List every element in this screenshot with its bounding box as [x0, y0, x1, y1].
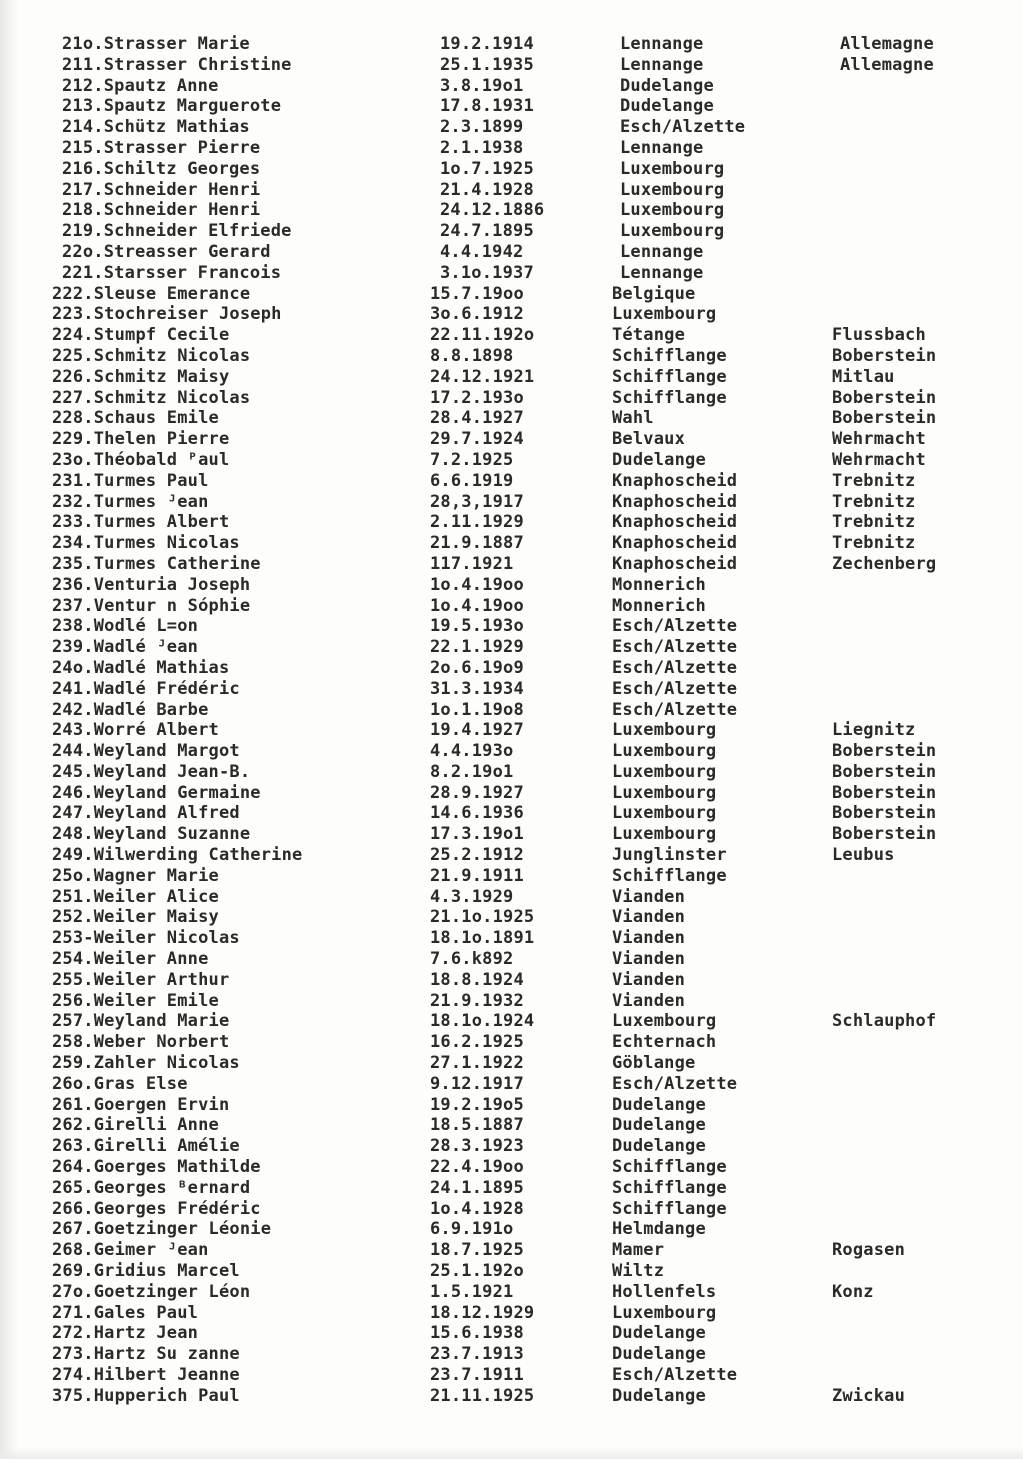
birth-place: Knaphoscheid: [612, 491, 738, 512]
birth-date: 3.8.19o1: [440, 75, 524, 96]
birth-date: 25.2.1912: [430, 845, 524, 866]
list-row: [0, 700, 1023, 721]
person-name: 238.Wodlé L=on: [52, 616, 199, 637]
list-row: [0, 1136, 1023, 1157]
birth-place: Schifflange: [612, 387, 727, 408]
birth-date: 28.3.1923: [430, 1136, 524, 1157]
birth-date: 25.1.192o: [430, 1261, 524, 1282]
person-name: 251.Weiler Alice: [52, 886, 219, 907]
person-name: 234.Turmes Nicolas: [52, 533, 240, 554]
person-name: 244.Weyland Margot: [52, 741, 240, 762]
birth-place: Belvaux: [612, 429, 686, 450]
person-name: 235.Turmes Catherine: [52, 553, 261, 574]
destination: Boberstein: [832, 761, 937, 782]
birth-date: 15.7.19oo: [430, 283, 524, 304]
list-row: [0, 1261, 1023, 1282]
list-row: [0, 1178, 1023, 1199]
birth-date: 22.11.192o: [430, 325, 535, 346]
birth-date: 18.5.1887: [430, 1115, 524, 1136]
birth-date: 18.12.1929: [430, 1302, 535, 1323]
person-name: 269.Gridius Marcel: [52, 1261, 240, 1282]
list-row: [0, 533, 1023, 554]
birth-place: Esch/Alzette: [612, 1073, 738, 1094]
list-row: [0, 180, 1023, 201]
list-row: [0, 408, 1023, 429]
person-name: 257.Weyland Marie: [52, 1011, 230, 1032]
list-row: [0, 720, 1023, 741]
birth-date: 24.12.1921: [430, 366, 535, 387]
person-name: 246.Weyland Germaine: [52, 782, 261, 803]
birth-date: 21.4.1928: [440, 179, 534, 200]
birth-place: Luxembourg: [612, 782, 717, 803]
person-name: 237.Ventur n Sóphie: [52, 595, 251, 616]
person-name: 233.Turmes Albert: [52, 512, 230, 533]
person-name: 248.Weyland Suzanne: [52, 824, 251, 845]
person-name: 268.Geimer ᴶean: [52, 1240, 209, 1261]
person-name: 217.Schneider Henri: [62, 179, 261, 200]
birth-date: 1o.4.1928: [430, 1198, 524, 1219]
person-name: 242.Wadlé Barbe: [52, 699, 209, 720]
birth-date: 21.11.1925: [430, 1385, 535, 1406]
list-row: [0, 1323, 1023, 1344]
person-name: 267.Goetzinger Léonie: [52, 1219, 272, 1240]
birth-place: Lennange: [620, 54, 704, 75]
destination: Konz: [832, 1281, 874, 1302]
birth-date: 1o.4.19oo: [430, 574, 524, 595]
birth-date: 2.3.1899: [440, 117, 524, 138]
destination: Trebnitz: [832, 491, 916, 512]
person-name: 375.Hupperich Paul: [52, 1385, 240, 1406]
person-name: 253-Weiler Nicolas: [52, 928, 240, 949]
birth-place: Lennange: [620, 34, 704, 54]
birth-place: Vianden: [612, 907, 686, 928]
birth-date: 14.6.1936: [430, 803, 524, 824]
person-name: 21o.Strasser Marie: [62, 34, 250, 54]
destination: Boberstein: [832, 824, 937, 845]
list-row: [0, 346, 1023, 367]
destination: Boberstein: [832, 803, 937, 824]
person-name: 212.Spautz Anne: [62, 75, 219, 96]
list-row: [0, 471, 1023, 492]
birth-date: 22.1.1929: [430, 637, 524, 658]
person-name: 222.Sleuse Emerance: [52, 283, 251, 304]
person-name: 261.Goergen Ervin: [52, 1094, 230, 1115]
list-row: [0, 970, 1023, 991]
birth-date: 28,3,1917: [430, 491, 524, 512]
person-name: 259.Zahler Nicolas: [52, 1053, 240, 1074]
birth-date: 1o.1.19o8: [430, 699, 524, 720]
destination: Boberstein: [832, 741, 937, 762]
list-row: [0, 1074, 1023, 1095]
destination: Wehrmacht: [832, 429, 926, 450]
person-name: 24o.Wadlé Mathias: [52, 657, 230, 678]
list-row: [0, 1282, 1023, 1303]
list-row: [0, 1219, 1023, 1240]
birth-date: 19.2.1914: [440, 34, 534, 54]
list-row: [0, 928, 1023, 949]
birth-place: Dudelange: [620, 96, 714, 117]
list-row: [0, 824, 1023, 845]
birth-place: Luxembourg: [620, 158, 725, 179]
birth-date: 19.2.19o5: [430, 1094, 524, 1115]
birth-place: Schifflange: [612, 1177, 727, 1198]
list-row: [0, 783, 1023, 804]
birth-place: Luxembourg: [612, 741, 717, 762]
birth-date: 18.8.1924: [430, 969, 524, 990]
list-row: [0, 1303, 1023, 1324]
destination: Liegnitz: [832, 720, 916, 741]
person-name: 211.Strasser Christine: [62, 54, 292, 75]
birth-date: 2.1.1938: [440, 137, 524, 158]
birth-place: Luxembourg: [612, 1011, 717, 1032]
birth-place: Luxembourg: [612, 1302, 717, 1323]
birth-date: 9.12.1917: [430, 1073, 524, 1094]
birth-place: Vianden: [612, 969, 686, 990]
birth-place: Schifflange: [612, 366, 727, 387]
birth-place: Dudelange: [612, 1385, 706, 1406]
birth-date: 18.1o.1891: [430, 928, 535, 949]
list-row: [0, 1053, 1023, 1074]
birth-date: 21.9.1932: [430, 990, 524, 1011]
birth-date: 21.1o.1925: [430, 907, 535, 928]
person-name: 218.Schneider Henri: [62, 200, 261, 221]
destination: Zwickau: [832, 1385, 906, 1406]
destination: Wehrmacht: [832, 449, 926, 470]
birth-place: Esch/Alzette: [612, 699, 738, 720]
birth-place: Dudelange: [612, 1323, 706, 1344]
birth-place: Lennange: [620, 262, 704, 283]
list-row: [0, 96, 1023, 117]
birth-place: Luxembourg: [620, 200, 725, 221]
person-name: 271.Gales Paul: [52, 1302, 199, 1323]
birth-date: 22.4.19oo: [430, 1157, 524, 1178]
destination: Boberstein: [832, 387, 937, 408]
list-row: [0, 762, 1023, 783]
birth-place: Schifflange: [612, 1157, 727, 1178]
birth-place: Belgique: [612, 283, 696, 304]
person-name: 22o.Streasser Gerard: [62, 241, 271, 262]
list-row: [0, 242, 1023, 263]
birth-place: Wiltz: [612, 1261, 665, 1282]
list-row: [0, 450, 1023, 471]
destination: Allemagne: [840, 54, 934, 75]
birth-date: 18.7.1925: [430, 1240, 524, 1261]
person-name: 273.Hartz Su zanne: [52, 1344, 240, 1365]
person-name: 213.Spautz Marguerote: [62, 96, 282, 117]
birth-place: Tétange: [612, 325, 686, 346]
birth-place: Junglinster: [612, 845, 727, 866]
birth-place: Knaphoscheid: [612, 512, 738, 533]
person-name: 227.Schmitz Nicolas: [52, 387, 251, 408]
person-name: 264.Goerges Mathilde: [52, 1157, 261, 1178]
birth-date: 18.1o.1924: [430, 1011, 535, 1032]
birth-place: Luxembourg: [612, 720, 717, 741]
birth-date: 1o.7.1925: [440, 158, 534, 179]
birth-date: 8.2.19o1: [430, 761, 514, 782]
birth-date: 25.1.1935: [440, 54, 534, 75]
list-row: [0, 55, 1023, 76]
destination: Allemagne: [840, 34, 934, 54]
list-row: [0, 554, 1023, 575]
birth-date: 21.9.1911: [430, 865, 524, 886]
person-name: 258.Weber Norbert: [52, 1032, 230, 1053]
destination: Flussbach: [832, 325, 926, 346]
list-row: [0, 159, 1023, 180]
person-name: 272.Hartz Jean: [52, 1323, 199, 1344]
birth-place: Esch/Alzette: [612, 1365, 738, 1385]
list-row: [0, 1032, 1023, 1053]
person-name: 274.Hilbert Jeanne: [52, 1365, 240, 1385]
list-row: [0, 1365, 1023, 1386]
birth-date: 15.6.1938: [430, 1323, 524, 1344]
list-row: [0, 1199, 1023, 1220]
birth-place: Monnerich: [612, 574, 706, 595]
birth-place: Vianden: [612, 990, 686, 1011]
person-name: 228.Schaus Emile: [52, 408, 219, 429]
birth-date: 6.9.191o: [430, 1219, 514, 1240]
birth-place: Dudelange: [620, 75, 714, 96]
person-name: 25o.Wagner Marie: [52, 865, 219, 886]
list-row: [0, 138, 1023, 159]
birth-place: Luxembourg: [612, 803, 717, 824]
person-name: 254.Weiler Anne: [52, 949, 209, 970]
list-row: [0, 1115, 1023, 1136]
birth-place: Echternach: [612, 1032, 717, 1053]
birth-place: Vianden: [612, 928, 686, 949]
birth-place: Helmdange: [612, 1219, 706, 1240]
birth-date: 23.7.1911: [430, 1365, 524, 1385]
birth-place: Esch/Alzette: [612, 637, 738, 658]
birth-place: Hollenfels: [612, 1281, 717, 1302]
destination: Trebnitz: [832, 533, 916, 554]
birth-place: Knaphoscheid: [612, 470, 738, 491]
list-row: [0, 1157, 1023, 1178]
birth-date: 19.4.1927: [430, 720, 524, 741]
person-name: 215.Strasser Pierre: [62, 137, 261, 158]
birth-date: 7.2.1925: [430, 449, 514, 470]
person-name: 27o.Goetzinger Léon: [52, 1281, 251, 1302]
birth-place: Knaphoscheid: [612, 553, 738, 574]
destination: Trebnitz: [832, 470, 916, 491]
list-row: [0, 34, 1023, 55]
list-row: [0, 991, 1023, 1012]
destination: Leubus: [832, 845, 895, 866]
person-name: 239.Wadlé ᴶean: [52, 637, 199, 658]
birth-place: Luxembourg: [612, 824, 717, 845]
list-row: [0, 1344, 1023, 1365]
birth-date: 8.8.1898: [430, 345, 514, 366]
person-name: 262.Girelli Anne: [52, 1115, 219, 1136]
birth-place: Esch/Alzette: [612, 616, 738, 637]
birth-date: 28.4.1927: [430, 408, 524, 429]
list-row: [0, 658, 1023, 679]
birth-place: Schifflange: [612, 345, 727, 366]
destination: Zechenberg: [832, 553, 937, 574]
birth-place: Göblange: [612, 1053, 696, 1074]
birth-place: Esch/Alzette: [612, 657, 738, 678]
birth-place: Luxembourg: [620, 221, 725, 242]
birth-date: 24.7.1895: [440, 221, 534, 242]
list-row: [0, 388, 1023, 409]
person-name: 252.Weiler Maisy: [52, 907, 219, 928]
person-name: 229.Thelen Pierre: [52, 429, 230, 450]
list-row: [0, 367, 1023, 388]
birth-date: 2o.6.19o9: [430, 657, 524, 678]
birth-date: 29.7.1924: [430, 429, 524, 450]
list-row: [0, 325, 1023, 346]
birth-place: Dudelange: [612, 1344, 706, 1365]
list-row: [0, 221, 1023, 242]
birth-place: Schifflange: [612, 865, 727, 886]
birth-place: Lennange: [620, 241, 704, 262]
birth-date: 24.1.1895: [430, 1177, 524, 1198]
birth-date: 17.3.19o1: [430, 824, 524, 845]
birth-place: Esch/Alzette: [612, 678, 738, 699]
birth-date: 17.8.1931: [440, 96, 534, 117]
person-name: 214.Schütz Mathias: [62, 117, 250, 138]
person-name: 245.Weyland Jean-B.: [52, 761, 251, 782]
birth-place: Monnerich: [612, 595, 706, 616]
birth-date: 31.3.1934: [430, 678, 524, 699]
list-row: [0, 492, 1023, 513]
list-row: [0, 284, 1023, 305]
birth-place: Lennange: [620, 137, 704, 158]
deportation-list: [0, 34, 1023, 1407]
list-row: [0, 637, 1023, 658]
birth-date: 28.9.1927: [430, 782, 524, 803]
person-name: 249.Wilwerding Catherine: [52, 845, 303, 866]
birth-place: Luxembourg: [612, 761, 717, 782]
birth-date: 4.4.193o: [430, 741, 514, 762]
birth-date: 3o.6.1912: [430, 304, 524, 325]
destination: Schlauphof: [832, 1011, 937, 1032]
person-name: 221.Starsser Francois: [62, 262, 282, 283]
person-name: 226.Schmitz Maisy: [52, 366, 230, 387]
birth-date: 19.5.193o: [430, 616, 524, 637]
person-name: 241.Wadlé Frédéric: [52, 678, 240, 699]
birth-date: 4.3.1929: [430, 886, 514, 907]
list-row: [0, 1386, 1023, 1407]
list-row: [0, 429, 1023, 450]
person-name: 23o.Théobald ᴾaul: [52, 449, 230, 470]
birth-date: 6.6.1919: [430, 470, 514, 491]
person-name: 219.Schneider Elfriede: [62, 221, 292, 242]
scan-bottom-edge: [0, 1447, 1023, 1459]
list-row: [0, 616, 1023, 637]
birth-place: Dudelange: [612, 1136, 706, 1157]
list-row: [0, 949, 1023, 970]
birth-place: Knaphoscheid: [612, 533, 738, 554]
birth-date: 23.7.1913: [430, 1344, 524, 1365]
list-row: [0, 887, 1023, 908]
list-row: [0, 1095, 1023, 1116]
destination: Rogasen: [832, 1240, 906, 1261]
birth-date: 1.5.1921: [430, 1281, 514, 1302]
list-row: [0, 1011, 1023, 1032]
birth-place: Esch/Alzette: [620, 117, 746, 138]
list-row: [0, 117, 1023, 138]
destination: Boberstein: [832, 345, 937, 366]
destination: Mitlau: [832, 366, 895, 387]
birth-date: 2.11.1929: [430, 512, 524, 533]
list-row: [0, 907, 1023, 928]
list-row: [0, 304, 1023, 325]
birth-date: 16.2.1925: [430, 1032, 524, 1053]
person-name: 224.Stumpf Cecile: [52, 325, 230, 346]
person-name: 256.Weiler Emile: [52, 990, 219, 1011]
list-row: [0, 741, 1023, 762]
birth-place: Vianden: [612, 886, 686, 907]
person-name: 263.Girelli Amélie: [52, 1136, 240, 1157]
list-row: [0, 263, 1023, 284]
birth-date: 1o.4.19oo: [430, 595, 524, 616]
list-row: [0, 679, 1023, 700]
person-name: 216.Schiltz Georges: [62, 158, 261, 179]
birth-place: Mamer: [612, 1240, 665, 1261]
person-name: 26o.Gras Else: [52, 1073, 188, 1094]
birth-place: Dudelange: [612, 1094, 706, 1115]
birth-place: Dudelange: [612, 449, 706, 470]
person-name: 265.Georges ᴮernard: [52, 1177, 251, 1198]
person-name: 223.Stochreiser Joseph: [52, 304, 282, 325]
person-name: 243.Worré Albert: [52, 720, 219, 741]
list-row: [0, 512, 1023, 533]
person-name: 247.Weyland Alfred: [52, 803, 240, 824]
birth-place: Dudelange: [612, 1115, 706, 1136]
person-name: 225.Schmitz Nicolas: [52, 345, 251, 366]
list-row: [0, 866, 1023, 887]
birth-place: Wahl: [612, 408, 654, 429]
birth-date: 7.6.k892: [430, 949, 514, 970]
list-row: [0, 575, 1023, 596]
destination: Boberstein: [832, 408, 937, 429]
person-name: 236.Venturia Joseph: [52, 574, 251, 595]
list-row: [0, 1240, 1023, 1261]
birth-date: 27.1.1922: [430, 1053, 524, 1074]
list-row: [0, 200, 1023, 221]
birth-date: 4.4.1942: [440, 241, 524, 262]
birth-place: Luxembourg: [620, 179, 725, 200]
person-name: 231.Turmes Paul: [52, 470, 209, 491]
birth-date: 3.1o.1937: [440, 262, 534, 283]
birth-date: 17.2.193o: [430, 387, 524, 408]
person-name: 255.Weiler Arthur: [52, 969, 230, 990]
birth-place: Vianden: [612, 949, 686, 970]
birth-date: 117.1921: [430, 553, 514, 574]
list-row: [0, 803, 1023, 824]
person-name: 266.Georges Frédéric: [52, 1198, 261, 1219]
list-row: [0, 845, 1023, 866]
birth-date: 24.12.1886: [440, 200, 545, 221]
destination: Boberstein: [832, 782, 937, 803]
birth-place: Schifflange: [612, 1198, 727, 1219]
person-name: 232.Turmes ᴶean: [52, 491, 209, 512]
birth-place: Luxembourg: [612, 304, 717, 325]
list-row: [0, 596, 1023, 617]
birth-date: 21.9.1887: [430, 533, 524, 554]
list-row: [0, 76, 1023, 97]
destination: Trebnitz: [832, 512, 916, 533]
